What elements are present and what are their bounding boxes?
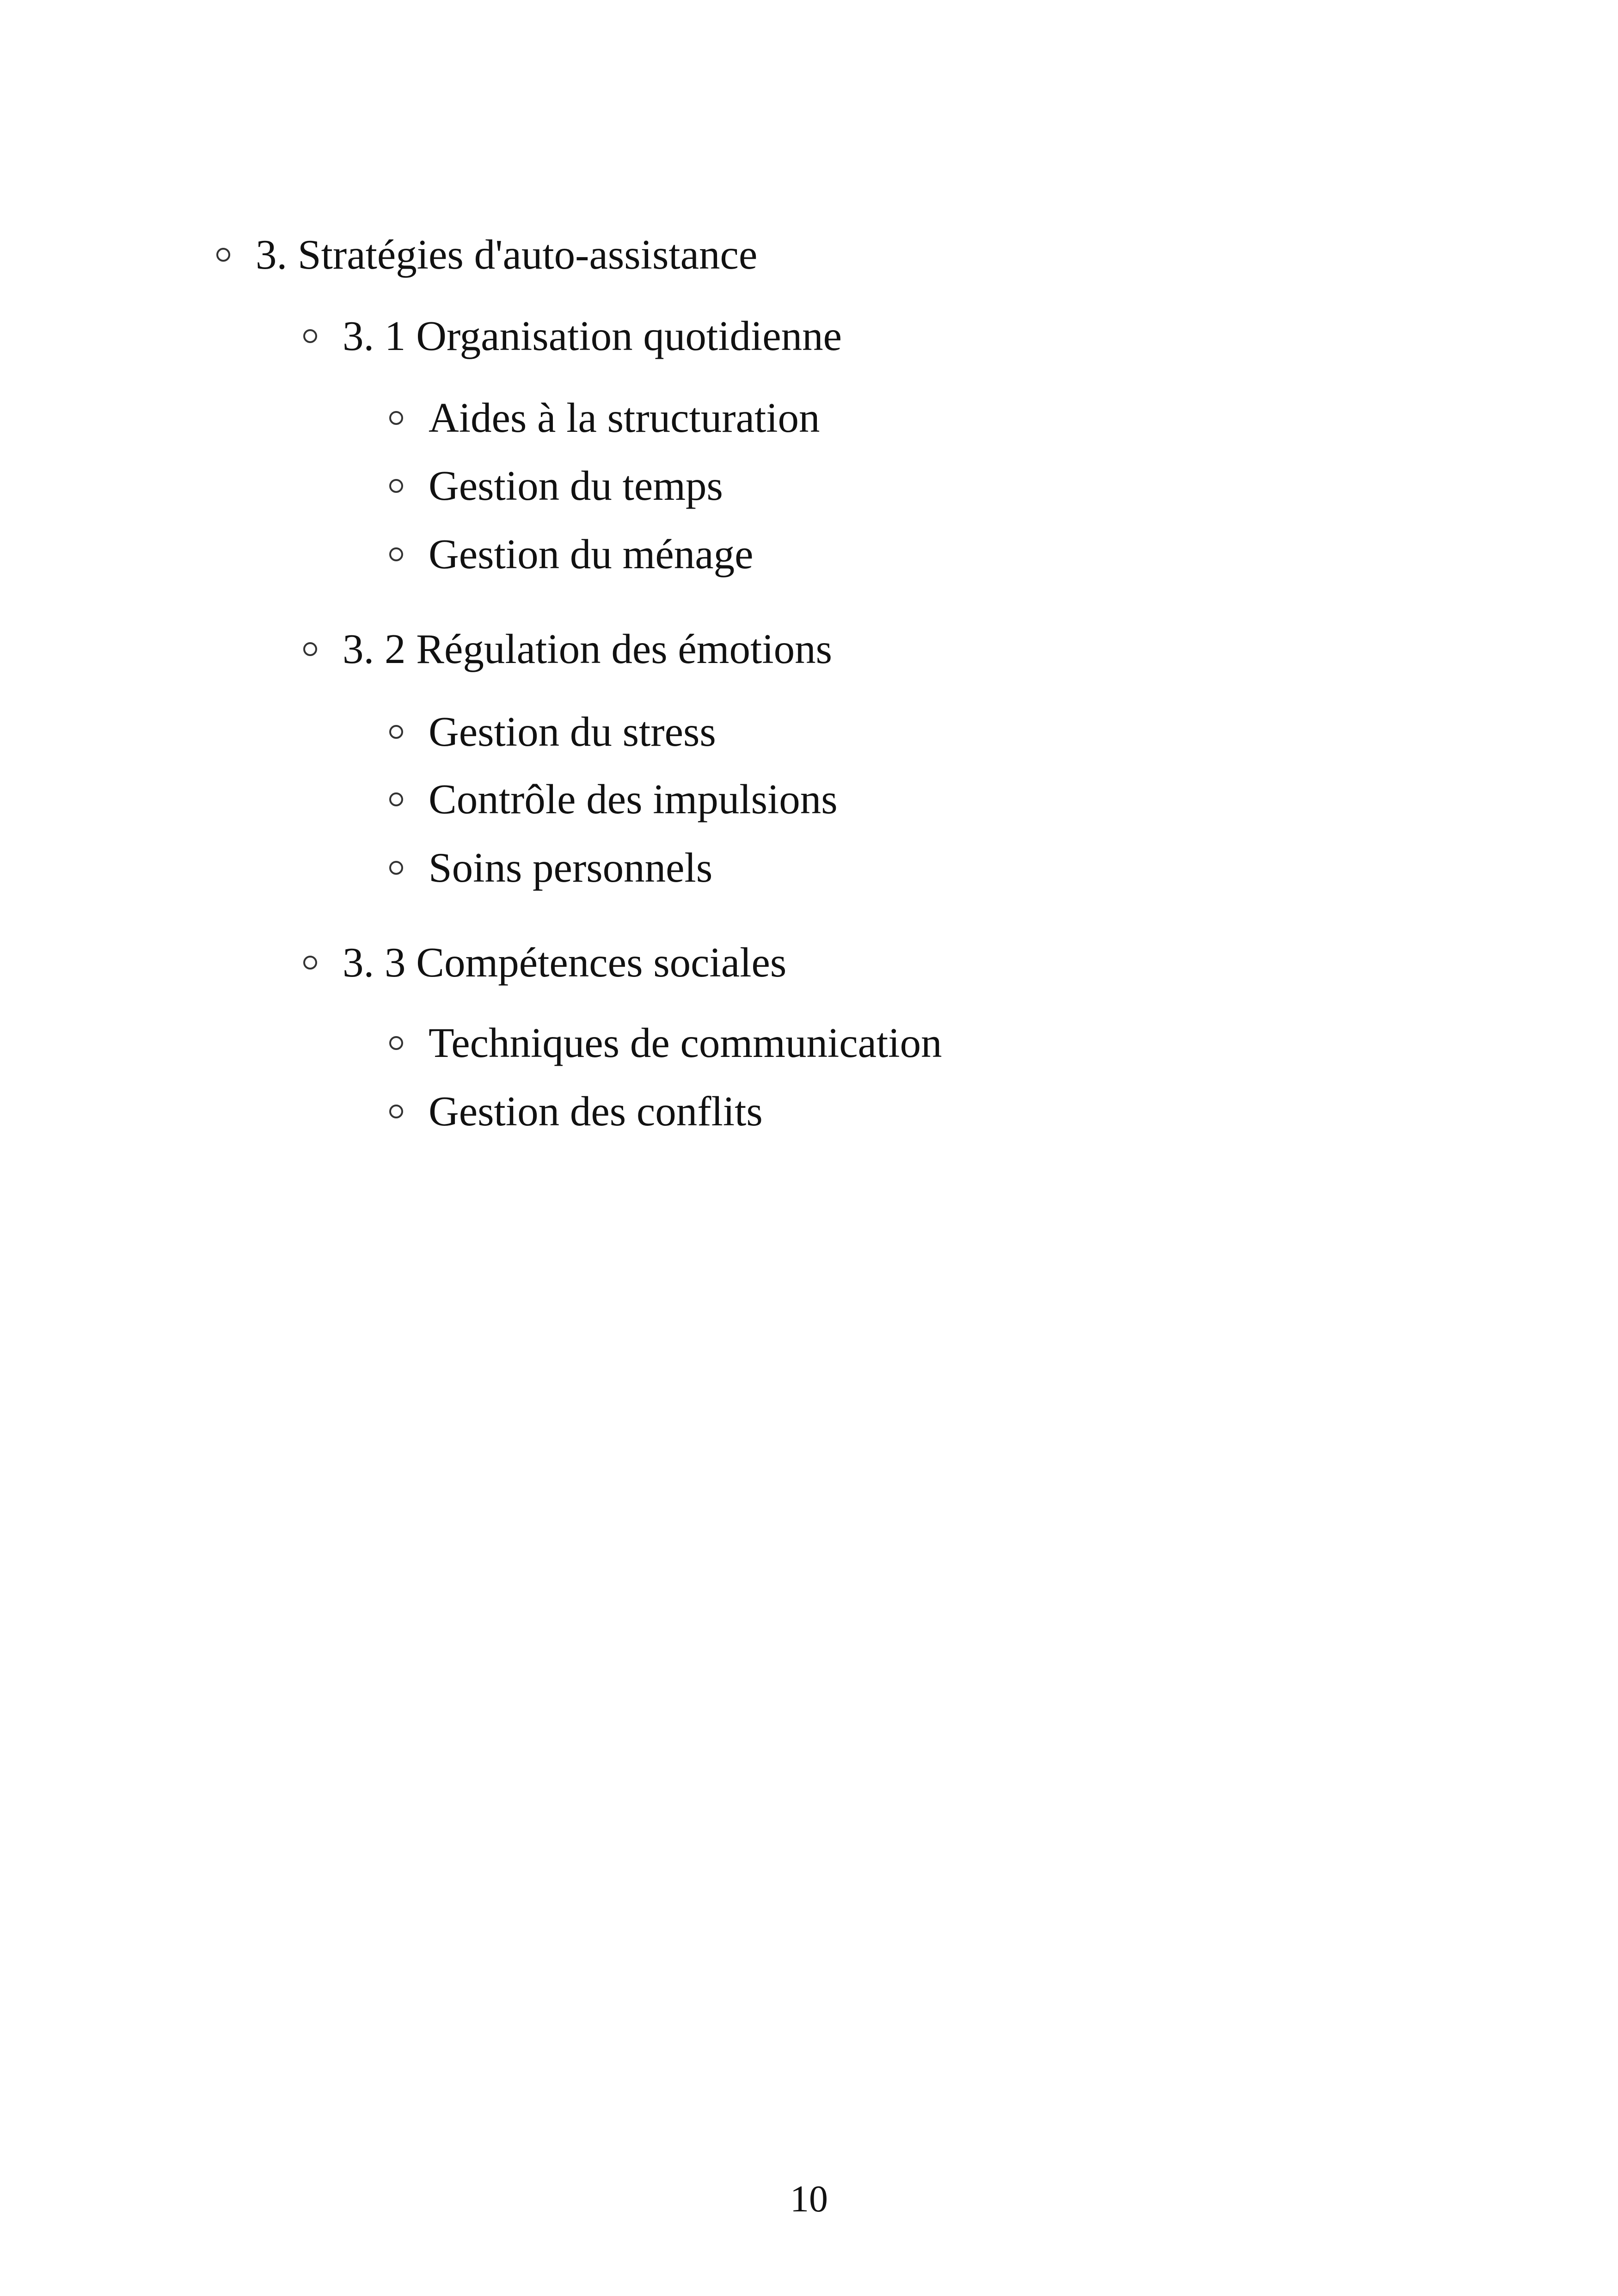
circle-bullet-icon [389, 479, 403, 493]
outline-item [389, 776, 838, 823]
circle-bullet-icon [389, 547, 403, 561]
item-label: Contrôle des impulsions [429, 776, 838, 823]
circle-bullet-icon [303, 329, 317, 343]
subsection-title: 3. 3 Compétences sociales [343, 939, 787, 986]
item-label: Gestion des conflits [429, 1088, 763, 1135]
circle-bullet-icon [389, 411, 403, 425]
circle-bullet-icon [389, 725, 403, 739]
outline-item [389, 844, 713, 891]
circle-bullet-icon [389, 1036, 403, 1050]
circle-bullet-icon [303, 956, 317, 970]
item-label: Gestion du temps [429, 462, 723, 509]
item-label: Gestion du stress [429, 708, 716, 755]
item-label: Gestion du ménage [429, 531, 754, 577]
circle-bullet-icon [389, 1105, 403, 1118]
item-label: Techniques de communication [429, 1019, 942, 1066]
circle-bullet-icon [216, 248, 230, 262]
outline-item [389, 462, 723, 509]
subsection-title: 3. 2 Régulation des émotions [343, 626, 833, 672]
page-number: 10 [790, 2178, 828, 2220]
outline-subsection-3-3 [303, 939, 787, 986]
circle-bullet-icon [303, 642, 317, 656]
outline-subsection-3-1 [303, 315, 842, 357]
outline-subsection-3-2 [303, 628, 832, 670]
outline-item [389, 1019, 942, 1066]
outline-section-3 [216, 233, 757, 276]
item-label: Soins personnels [429, 844, 713, 891]
circle-bullet-icon [389, 792, 403, 806]
outline-item [389, 533, 754, 575]
circle-bullet-icon [389, 861, 403, 875]
outline-item [389, 394, 820, 441]
subsection-title: 3. 1 Organisation quotidienne [343, 313, 842, 359]
outline-item [389, 1088, 763, 1135]
section-title: 3. Stratégies d'auto-assistance [256, 231, 758, 278]
item-label: Aides à la structuration [429, 394, 820, 441]
outline-item [389, 708, 716, 755]
